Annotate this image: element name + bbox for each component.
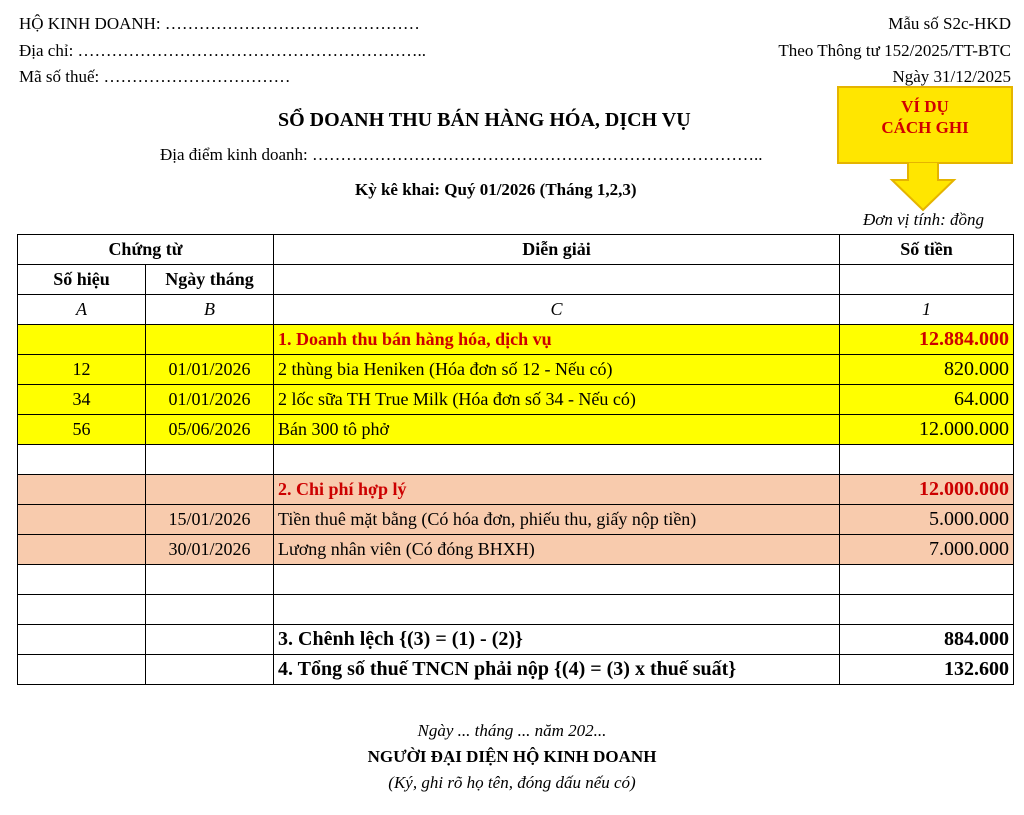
tax-row <box>18 655 1014 685</box>
row-description: Bán 300 tô phở <box>274 415 840 445</box>
empty-cell <box>146 475 274 505</box>
table-row <box>18 415 1014 445</box>
description-header: Diễn giải <box>274 235 840 265</box>
business-name: HỘ KINH DOANH: ……………………………………… <box>19 14 420 33</box>
voucher-header: Chứng từ <box>18 235 274 265</box>
row-description: 2 thùng bia Heniken (Hóa đơn số 12 - Nếu có) <box>274 355 840 385</box>
example-callout <box>837 86 1013 164</box>
expense-section-row <box>18 475 1014 505</box>
row-amount: 5.000.000 <box>840 505 1014 535</box>
form-number: Mẫu số S2c-HKD <box>888 14 1011 33</box>
tax-amount: 132.600 <box>840 655 1014 685</box>
column-code-c: C <box>274 295 840 325</box>
expense-label: 2. Chi phí hợp lý <box>274 475 840 505</box>
column-code-b: B <box>146 295 274 325</box>
address: Địa chỉ: …………………………………………………….. <box>19 41 427 60</box>
row-description: Tiền thuê mặt bằng (Có hóa đơn, phiếu thu, giấy nộp tiền) <box>274 505 840 535</box>
callout-line-1: VÍ DỤ <box>901 97 949 116</box>
row-amount: 12.000.000 <box>840 415 1014 445</box>
difference-row <box>18 625 1014 655</box>
page-title: SỔ DOANH THU BÁN HÀNG HÓA, DỊCH VỤ <box>278 109 691 131</box>
empty-cell <box>146 325 274 355</box>
voucher-number: 56 <box>18 415 146 445</box>
row-amount: 64.000 <box>840 385 1014 415</box>
empty-cell <box>18 475 146 505</box>
form-date: Ngày 31/12/2025 <box>892 67 1011 86</box>
number-header: Số hiệu <box>18 265 146 295</box>
circular-reference: Theo Thông tư 152/2025/TT-BTC <box>778 41 1011 60</box>
column-code-a: A <box>18 295 146 325</box>
voucher-date: 15/01/2026 <box>146 505 274 535</box>
row-description: Lương nhân viên (Có đóng BHXH) <box>274 535 840 565</box>
ledger-table <box>17 234 1014 685</box>
amount-header: Số tiền <box>840 235 1014 265</box>
difference-amount: 884.000 <box>840 625 1014 655</box>
tax-code: Mã số thuế: …………………………… <box>19 67 291 86</box>
row-description: 2 lốc sữa TH True Milk (Hóa đơn số 34 - Nếu có) <box>274 385 840 415</box>
revenue-section-row <box>18 325 1014 355</box>
voucher-number: 34 <box>18 385 146 415</box>
blank-row <box>18 445 1014 475</box>
table-subheader-row <box>18 265 1014 295</box>
signature-date: Ngày ... tháng ... năm 202... <box>417 721 607 740</box>
revenue-label: 1. Doanh thu bán hàng hóa, dịch vụ <box>274 325 840 355</box>
table-row <box>18 535 1014 565</box>
row-amount: 7.000.000 <box>840 535 1014 565</box>
table-row <box>18 385 1014 415</box>
voucher-date: 01/01/2026 <box>146 355 274 385</box>
difference-label: 3. Chênh lệch {(3) = (1) - (2)} <box>274 625 840 655</box>
voucher-date: 01/01/2026 <box>146 385 274 415</box>
blank-row <box>18 565 1014 595</box>
empty-cell <box>840 265 1014 295</box>
voucher-date: 30/01/2026 <box>146 535 274 565</box>
blank-row <box>18 595 1014 625</box>
expense-total: 12.000.000 <box>840 475 1014 505</box>
arrow-down-icon <box>888 162 958 212</box>
signer-title: NGƯỜI ĐẠI DIỆN HỘ KINH DOANH <box>367 747 657 766</box>
voucher-number <box>18 505 146 535</box>
revenue-total: 12.884.000 <box>840 325 1014 355</box>
business-location: Địa điểm kinh doanh: …………………………………………………………………….. <box>160 145 763 164</box>
signature-note: (Ký, ghi rõ họ tên, đóng dấu nếu có) <box>388 773 636 792</box>
date-header: Ngày tháng <box>146 265 274 295</box>
voucher-date: 05/06/2026 <box>146 415 274 445</box>
table-row <box>18 355 1014 385</box>
column-code-1: 1 <box>840 295 1014 325</box>
empty-cell <box>274 265 840 295</box>
voucher-number <box>18 535 146 565</box>
column-code-row <box>18 295 1014 325</box>
reporting-period: Kỳ kê khai: Quý 01/2026 (Tháng 1,2,3) <box>355 180 637 199</box>
row-amount: 820.000 <box>840 355 1014 385</box>
voucher-number: 12 <box>18 355 146 385</box>
empty-cell <box>18 325 146 355</box>
table-row <box>18 505 1014 535</box>
table-header-row <box>18 235 1014 265</box>
currency-unit: Đơn vị tính: đồng <box>863 210 984 229</box>
tax-label: 4. Tổng số thuế TNCN phải nộp {(4) = (3) x thuế suất} <box>274 655 840 685</box>
callout-line-2: CÁCH GHI <box>881 118 969 137</box>
